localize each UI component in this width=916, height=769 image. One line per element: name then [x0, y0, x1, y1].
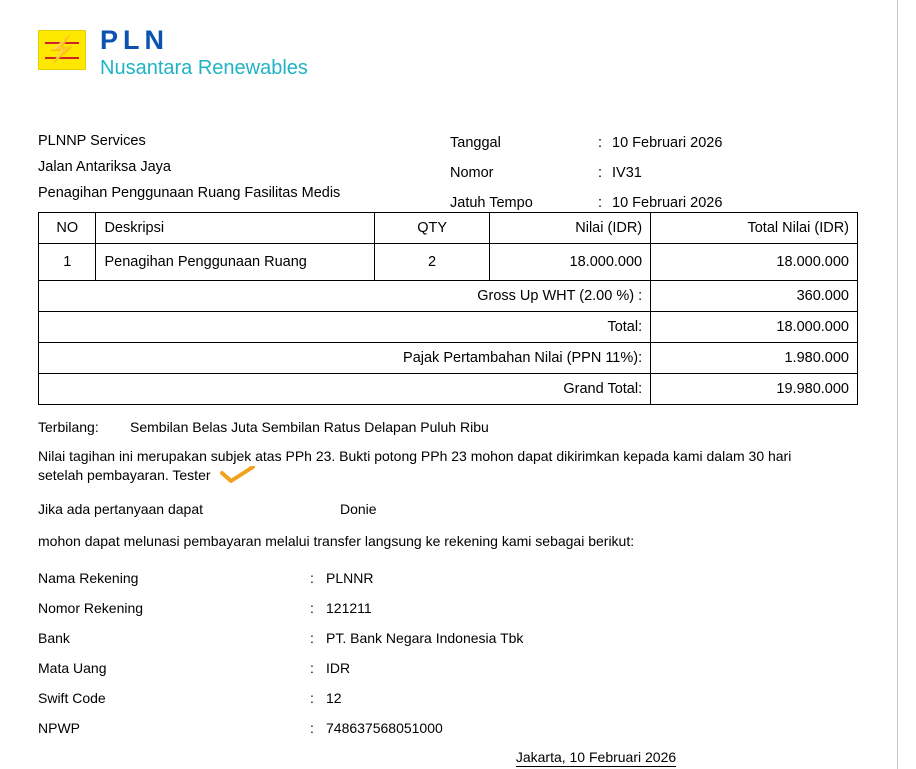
table-header-row — [39, 213, 858, 244]
cell-description: Penagihan Penggunaan Ruang — [96, 244, 375, 281]
contact-row — [38, 501, 859, 517]
bank-value: IDR — [326, 660, 351, 676]
bank-colon: : — [310, 660, 314, 676]
field-value: 10 Februari 2026 — [612, 135, 723, 151]
bank-row-bank — [38, 623, 859, 653]
issuer-company: PLNNP Services — [38, 133, 146, 149]
bank-row-nama-rekening — [38, 563, 859, 593]
brand-header — [38, 0, 859, 92]
invoice-table — [38, 212, 858, 405]
column-header-total: Total Nilai (IDR) — [651, 213, 858, 244]
field-label: Tanggal — [450, 135, 501, 151]
field-row — [450, 188, 722, 218]
field-colon: : — [598, 165, 603, 181]
bank-value: 12 — [326, 690, 342, 706]
summary-value: 360.000 — [651, 281, 858, 312]
bank-colon: : — [310, 720, 314, 736]
bank-label: Nama Rekening — [38, 570, 139, 586]
field-label: Nomor — [450, 165, 494, 181]
summary-row-grand-total — [39, 374, 858, 405]
bank-label: Mata Uang — [38, 660, 107, 676]
column-header-no: NO — [39, 213, 96, 244]
tax-note-text: Nilai tagihan ini merupakan subjek atas PPh 23. Bukti potong PPh 23 mohon dapat dikirimkan kepada kami dalam 30 hari setelah pembayaran. Tester — [38, 448, 792, 483]
field-row — [450, 158, 722, 188]
summary-label: Gross Up WHT (2.00 %) : — [39, 281, 651, 312]
brand-text — [100, 26, 308, 80]
bank-value: PT. Bank Negara Indonesia Tbk — [326, 630, 524, 646]
cell-nilai: 18.000.000 — [489, 244, 650, 281]
summary-label: Pajak Pertambahan Nilai (PPN 11%): — [39, 343, 651, 374]
bank-row-swift-code — [38, 683, 859, 713]
bank-label: NPWP — [38, 720, 80, 736]
bank-row-mata-uang — [38, 653, 859, 683]
signature-block — [38, 749, 858, 767]
column-header-qty: QTY — [375, 213, 489, 244]
table-row — [39, 244, 858, 281]
bank-row-nomor-rekening — [38, 593, 859, 623]
terbilang-label: Terbilang: — [38, 419, 99, 435]
bank-colon: : — [310, 690, 314, 706]
orange-check-mark-icon — [220, 466, 256, 484]
summary-label: Total: — [39, 312, 651, 343]
summary-row-ppn — [39, 343, 858, 374]
bank-colon: : — [310, 570, 314, 586]
bank-value: 121211 — [326, 600, 372, 616]
field-value: 10 Februari 2026 — [612, 195, 723, 211]
issuer-block — [38, 128, 340, 206]
summary-value: 19.980.000 — [651, 374, 858, 405]
bank-colon: : — [310, 600, 314, 616]
terbilang-value: Sembilan Belas Juta Sembilan Ratus Delapan Puluh Ribu — [130, 419, 489, 435]
summary-value: 18.000.000 — [651, 312, 858, 343]
bank-label: Bank — [38, 630, 70, 646]
pln-lightning-logo-icon: ⚡ — [38, 30, 86, 70]
notes-block — [38, 419, 859, 549]
bank-value: PLNNR — [326, 570, 374, 586]
issuer-address: Jalan Antariksa Jaya — [38, 159, 171, 175]
tax-note — [38, 447, 818, 485]
field-colon: : — [598, 195, 603, 211]
document-fields — [450, 128, 722, 218]
summary-row-gross-up — [39, 281, 858, 312]
bank-label: Nomor Rekening — [38, 600, 144, 616]
contact-person: Donie — [340, 501, 377, 517]
bank-details — [38, 563, 859, 743]
field-row — [450, 128, 722, 158]
cell-qty: 2 — [375, 244, 489, 281]
summary-row-total — [39, 312, 858, 343]
column-header-nilai: Nilai (IDR) — [489, 213, 650, 244]
bank-value: 748637568051000 — [326, 720, 443, 736]
bank-colon: : — [310, 630, 314, 646]
brand-title: PLN — [100, 25, 169, 55]
cell-total: 18.000.000 — [651, 244, 858, 281]
document-meta — [38, 128, 859, 211]
transfer-note: mohon dapat melunasi pembayaran melalui transfer langsung ke rekening kami sebagai berikut: — [38, 533, 635, 549]
contact-label: Jika ada pertanyaan dapat — [38, 501, 204, 517]
signature-place-date: Jakarta, 10 Februari 2026 — [515, 749, 677, 765]
bank-row-npwp — [38, 713, 859, 743]
summary-label: Grand Total: — [39, 374, 651, 405]
brand-subtitle: Nusantara Renewables — [100, 57, 308, 79]
column-header-description: Deskripsi — [96, 213, 375, 244]
page-right-margin — [897, 0, 916, 769]
summary-value: 1.980.000 — [651, 343, 858, 374]
terbilang-row — [38, 419, 859, 435]
document-title: Penagihan Penggunaan Ruang Fasilitas Medis — [38, 185, 341, 201]
bank-label: Swift Code — [38, 690, 106, 706]
field-label: Jatuh Tempo — [450, 195, 533, 211]
cell-no: 1 — [39, 244, 96, 281]
field-colon: : — [598, 135, 603, 151]
field-value: IV31 — [612, 165, 642, 181]
